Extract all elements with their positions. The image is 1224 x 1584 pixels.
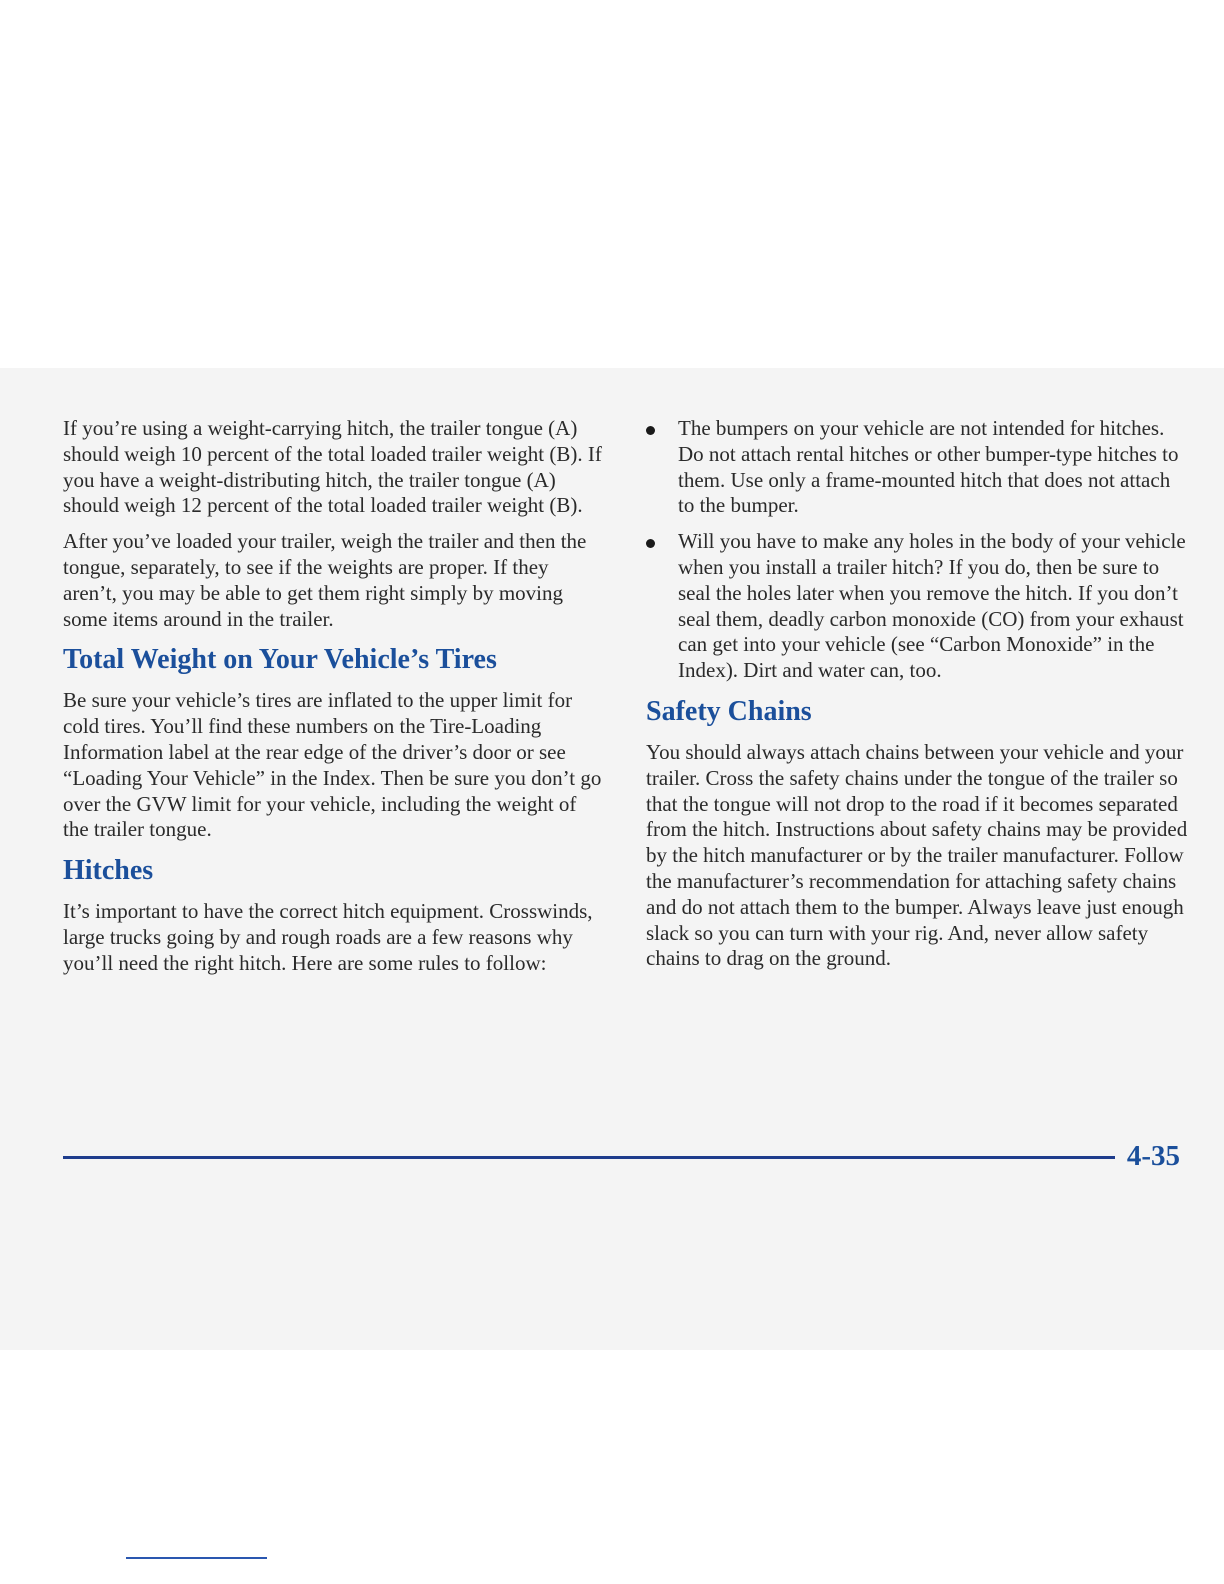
bullet-icon bbox=[646, 539, 655, 548]
heading-total-weight-tires: Total Weight on Your Vehicle’s Tires bbox=[63, 644, 497, 676]
bullet-text: Will you have to make any holes in the body of your vehicle when you install a trailer hitch? If you do, then be sure to seal the holes later when you remove the hitch. If you don’t seal them, deadly carbon monoxide (CO) from your exhaust can get into your vehicle (see “Carbon Monoxide” in the Index). Dirt and water can, too. bbox=[678, 529, 1186, 683]
hitch-rules-list bbox=[646, 416, 1191, 684]
left-column bbox=[63, 416, 603, 987]
bottom-rule bbox=[126, 1557, 267, 1559]
right-column bbox=[646, 416, 1191, 982]
footer-rule bbox=[63, 1156, 1115, 1159]
list-item bbox=[646, 529, 1191, 684]
weighing-paragraph: After you’ve loaded your trailer, weigh the trailer and then the tongue, separately, to see if the weights are proper. If they aren’t, you may be able to get them right simply by moving some items around in the trailer. bbox=[63, 529, 587, 631]
tongue-weight-paragraph: If you’re using a weight-carrying hitch, the trailer tongue (A) should weigh 10 percent of the total loaded trailer weight (B). If you have a weight-distributing hitch, the trailer tongue (A) should weigh 12 percent of the total loaded trailer weight (B). bbox=[63, 416, 602, 518]
tires-paragraph: Be sure your vehicle’s tires are inflated to the upper limit for cold tires. You’ll find these numbers on the Tire-Loading Information label at the rear edge of the driver’s door or see “Loading Your Vehicle” in the Index. Then be sure you don’t go over the GVW limit for your vehicle, including the weight of the trailer tongue. bbox=[63, 688, 602, 842]
hitches-paragraph: It’s important to have the correct hitch equipment. Crosswinds, large trucks going by and rough roads are a few reasons why you’ll need the right hitch. Here are some rules to follow: bbox=[63, 899, 593, 975]
bullet-icon bbox=[646, 426, 655, 435]
heading-hitches: Hitches bbox=[63, 855, 154, 887]
safety-chains-paragraph: You should always attach chains between your vehicle and your trailer. Cross the safety chains under the tongue of the trailer so that the tongue will not drop to the road if it becomes separated from the hitch. Instructions about safety chains may be provided by the hitch manufacturer or by the trailer manufacturer. Follow the manufacturer’s recommendation for attaching safety chains and do not attach them to the bumper. Always leave just enough slack so you can turn with your rig. And, never allow safety chains to drag on the ground. bbox=[646, 739, 1188, 971]
heading-safety-chains: Safety Chains bbox=[646, 695, 812, 727]
list-item bbox=[646, 416, 1191, 519]
bullet-text: The bumpers on your vehicle are not intended for hitches. Do not attach rental hitches or other bumper-type hitches to them. Use only a frame-mounted hitch that does not attach to the bumper. bbox=[678, 416, 1179, 518]
page-number: 4-35 bbox=[1126, 1140, 1180, 1172]
